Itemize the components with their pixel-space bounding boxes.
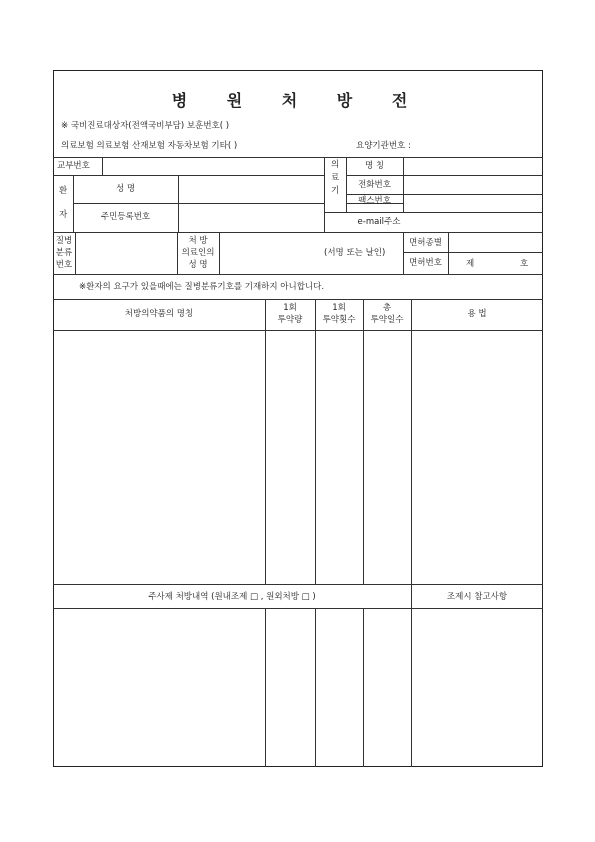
issue-number-label: 교부번호 — [57, 161, 90, 171]
name-label: 성 명 — [115, 184, 136, 194]
divider — [265, 299, 266, 584]
divider — [315, 299, 316, 584]
license-type-label: 면허종별 — [409, 238, 442, 248]
divider — [346, 194, 543, 195]
license-suffix: 호 — [520, 259, 529, 269]
divider — [53, 232, 543, 233]
institution-label-1: 의 — [331, 160, 340, 170]
divider — [265, 608, 266, 767]
insurance-type-line: 의료보험 의료보험 산재보험 자동차보험 기타( ) — [61, 141, 238, 151]
institution-name-label: 명 칭 — [364, 161, 385, 171]
divider — [53, 299, 543, 300]
divider — [178, 175, 179, 232]
divider — [53, 175, 324, 176]
injection-details-label: 주사제 처방내역 (원내조제 □ , 원외처방 □ ) — [148, 592, 316, 602]
resident-number-label: 주민등록번호 — [100, 212, 151, 222]
doctor-label-2: 의료인의 — [181, 248, 215, 258]
license-number-label: 면허번호 — [409, 258, 442, 268]
divider — [363, 299, 364, 584]
doctor-label-1: 처 방 — [188, 236, 208, 246]
divider — [346, 175, 543, 176]
dispensing-notes-label: 조제시 참고사항 — [446, 592, 508, 602]
fax-label: 팩스번호 — [358, 196, 391, 206]
divider — [403, 157, 404, 212]
divider — [53, 330, 543, 331]
signature-label: (서명 또는 날인) — [324, 248, 386, 258]
institution-label-3: 기 — [331, 186, 340, 196]
divider — [53, 608, 543, 609]
times-header-2: 투약횟수 — [322, 315, 356, 325]
email-label: e-mail주소 — [357, 217, 401, 227]
disease-code-label-1: 질병 — [55, 236, 73, 246]
days-header-2: 투약일수 — [370, 315, 404, 325]
patient-label-1: 환 — [59, 186, 68, 196]
divider — [53, 584, 543, 585]
divider — [53, 157, 543, 158]
dose-header-2: 투약량 — [277, 315, 303, 325]
divider — [448, 232, 449, 274]
divider — [363, 608, 364, 767]
divider — [73, 203, 324, 204]
disease-code-label-2: 분류 — [55, 248, 73, 258]
medication-name-header: 처방의약품의 명칭 — [124, 309, 194, 319]
org-code-label: 요양기관번호 : — [356, 141, 411, 151]
disease-code-label-3: 번호 — [55, 260, 73, 270]
patient-label-2: 자 — [59, 210, 68, 220]
divider — [324, 212, 543, 213]
page-title: 병 원 처 방 전 — [171, 91, 425, 110]
divider — [102, 157, 103, 175]
divider — [219, 232, 220, 274]
phone-label: 전화번호 — [358, 180, 391, 190]
veteran-line: ※ 국비진료대상자(전액국비부담) 보훈번호( ) — [61, 121, 230, 131]
divider — [403, 252, 543, 253]
notice-text: ※환자의 요구가 있을때에는 질병분류기호를 기재하지 아니합니다. — [79, 282, 325, 292]
usage-header: 용 법 — [467, 309, 487, 319]
days-header-1: 총 — [382, 303, 392, 313]
divider — [411, 299, 412, 767]
dose-header-1: 1회 — [283, 303, 297, 313]
divider — [315, 608, 316, 767]
institution-label-2: 료 — [331, 173, 340, 183]
divider — [53, 274, 543, 275]
license-prefix: 제 — [466, 259, 475, 269]
times-header-1: 1회 — [332, 303, 346, 313]
doctor-label-3: 성 명 — [188, 260, 208, 270]
divider — [75, 232, 76, 274]
